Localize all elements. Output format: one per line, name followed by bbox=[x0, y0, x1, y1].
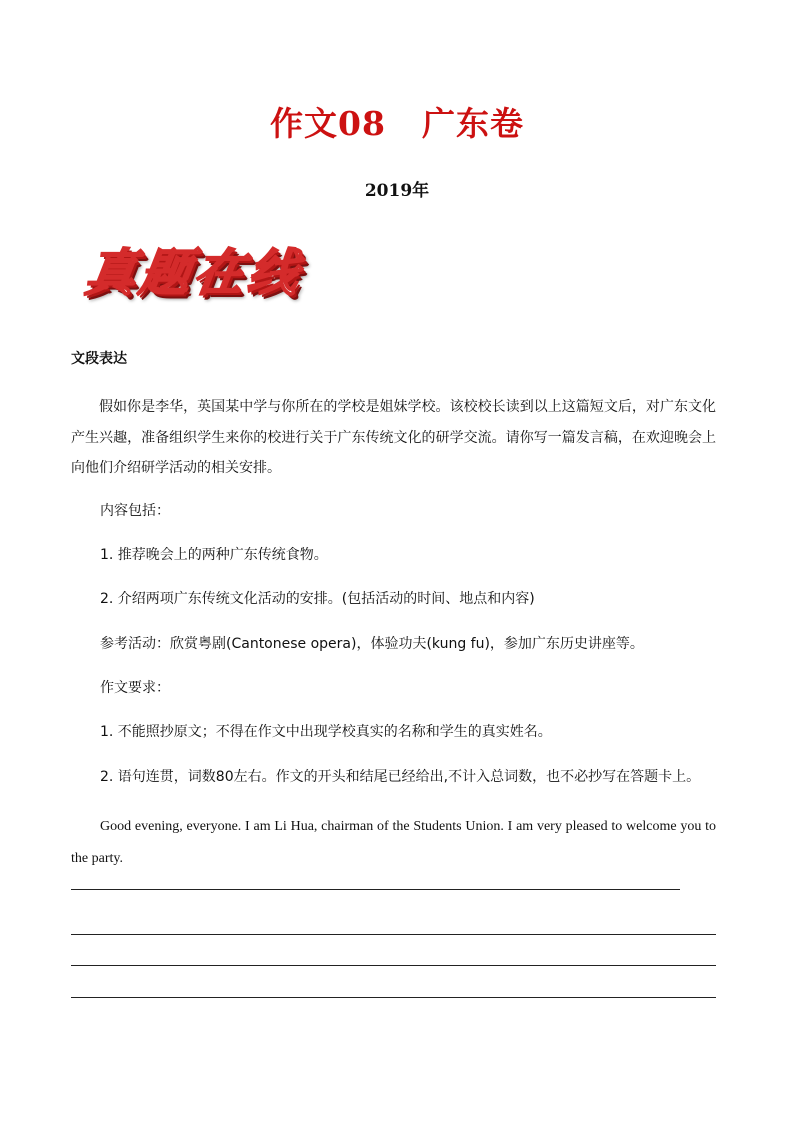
page-title bbox=[0, 102, 794, 146]
requirements-heading: 作文要求： bbox=[100, 680, 170, 696]
content-heading: 内容包括： bbox=[100, 503, 170, 519]
requirement-item: 1. 不能照抄原文；不得在作文中出现学校真实的名称和学生的真实姓名。 bbox=[100, 724, 552, 740]
content-item: 2. 介绍两项广东传统文化活动的安排。(包括活动的时间、地点和内容) bbox=[100, 591, 535, 607]
section-heading: 文段表达 bbox=[71, 351, 127, 367]
reference-activities: 参考活动：欣赏粤剧(Cantonese opera)，体验功夫(kung fu)，参加广东历史讲座等。 bbox=[100, 636, 644, 652]
answer-line bbox=[71, 997, 716, 998]
title-part2: 广东卷 bbox=[421, 104, 524, 143]
task-prompt: 假如你是李华，英国某中学与你所在的学校是姐妹学校。该校校长读到以上这篇短文后，对广东文化产生兴趣，准备组织学生来你的校进行关于广东传统文化的研学交流。请你写一篇发言稿，在欢迎晚会上向他们介绍研学活动的相关安排。 bbox=[71, 399, 716, 476]
essay-opening: Good evening, everyone. I am Li Hua, chairman of the Students Union. I am very pleased to welcome you to the party. bbox=[71, 819, 716, 866]
title-part1: 作文08 bbox=[270, 104, 386, 143]
answer-line bbox=[71, 965, 716, 966]
section-banner: 真题在线 bbox=[81, 244, 307, 302]
year-label: 2019年 bbox=[364, 181, 430, 201]
answer-line bbox=[71, 889, 680, 890]
content-item: 1. 推荐晚会上的两种广东传统食物。 bbox=[100, 547, 328, 563]
requirement-item: 2. 语句连贯，词数80左右。作文的开头和结尾已经给出,不计入总词数，也不必抄写在答题卡上。 bbox=[100, 769, 701, 785]
answer-line bbox=[71, 934, 716, 935]
